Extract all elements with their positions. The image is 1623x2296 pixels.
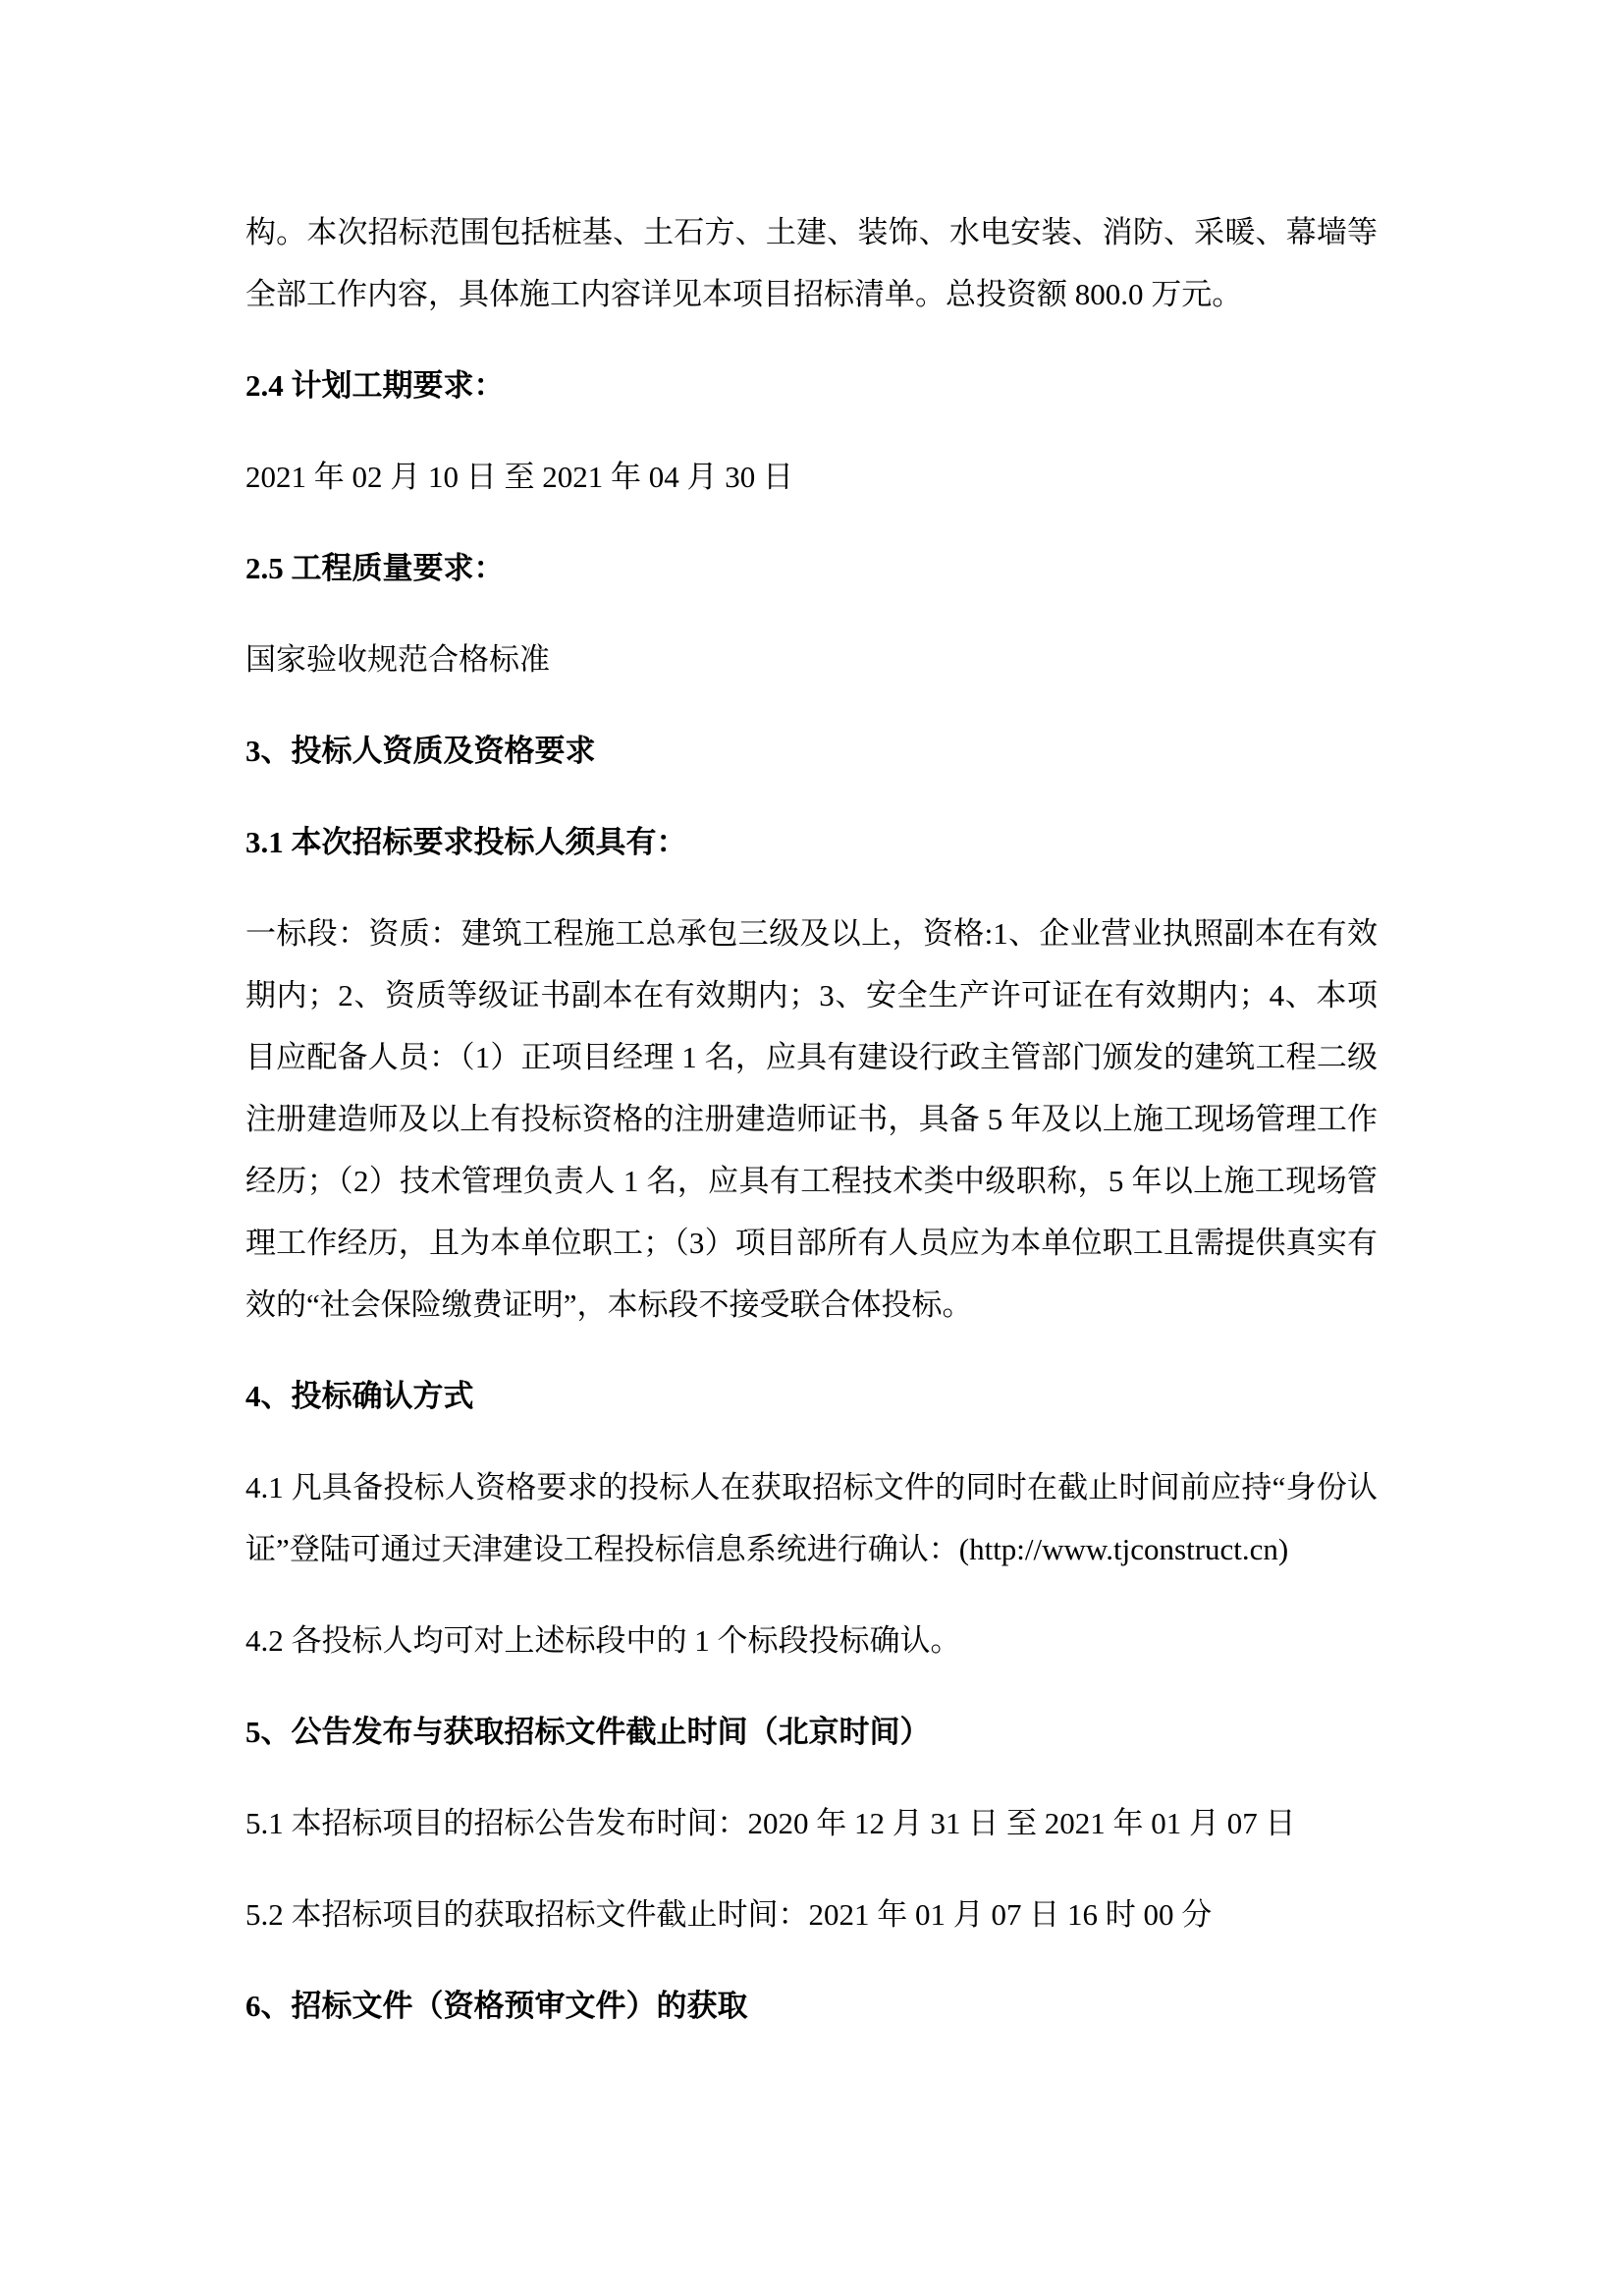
subheading-3-1-requirements: 3.1 本次招标要求投标人须具有： bbox=[245, 825, 687, 859]
heading-4-bid-confirmation: 4、投标确认方式 bbox=[245, 1379, 474, 1413]
paragraph-5-2-document-deadline: 5.2 本招标项目的获取招标文件截止时间：2021 年 01 月 07 日 16 时 00 分 bbox=[245, 1897, 1213, 1932]
paragraph-4-1-confirmation-rule: 4.1 凡具备投标人资格要求的投标人在获取招标文件的同时在截止时间前应持“身份认证”登陆可通过天津建设工程投标信息系统进行确认：(http://www.tjconstruct.cn) bbox=[245, 1470, 1378, 1566]
heading-6-document-acquisition: 6、招标文件（资格预审文件）的获取 bbox=[245, 1989, 748, 2023]
heading-5-announcement-deadline: 5、公告发布与获取招标文件截止时间（北京时间） bbox=[245, 1715, 931, 1749]
paragraph-scope-continuation: 构。本次招标范围包括桩基、土石方、土建、装饰、水电安装、消防、采暖、幕墙等全部工作内容，具体施工内容详见本项目招标清单。总投资额 800.0 万元。 bbox=[245, 215, 1378, 311]
paragraph-4-2-section-limit: 4.2 各投标人均可对上述标段中的 1 个标段投标确认。 bbox=[245, 1623, 961, 1658]
paragraph-qualification-details: 一标段：资质：建筑工程施工总承包三级及以上，资格:1、企业营业执照副本在有效期内；2、资质等级证书副本在有效期内；3、安全生产许可证在有效期内；4、本项目应配备人员：（1）正项目经理 1 名，应具有建设行政主管部门颁发的建筑工程二级注册建造师及以上有投标资格的注册建造师证书，具备 5 年及以上施工现场管理工作经历；（2）技术管理负责人 1 名，应具有工程技术类中级职称，5 年以上施工现场管理工作经历，且为本单位职工；（3）项目部所有人员应为本单位职工且需提供真实有效的“社会保险缴费证明”，本标段不接受联合体投标。 bbox=[245, 916, 1378, 1322]
line-quality-standard: 国家验收规范合格标准 bbox=[245, 642, 550, 677]
subheading-2-4-schedule: 2.4 计划工期要求： bbox=[245, 368, 505, 403]
subheading-2-5-quality: 2.5 工程质量要求： bbox=[245, 551, 505, 585]
paragraph-5-1-announcement-time: 5.1 本招标项目的招标公告发布时间：2020 年 12 月 31 日 至 2021 年 01 月 07 日 bbox=[245, 1806, 1296, 1840]
line-construction-period: 2021 年 02 月 10 日 至 2021 年 04 月 30 日 bbox=[245, 460, 793, 494]
heading-3-bidder-qualification: 3、投标人资质及资格要求 bbox=[245, 734, 596, 768]
